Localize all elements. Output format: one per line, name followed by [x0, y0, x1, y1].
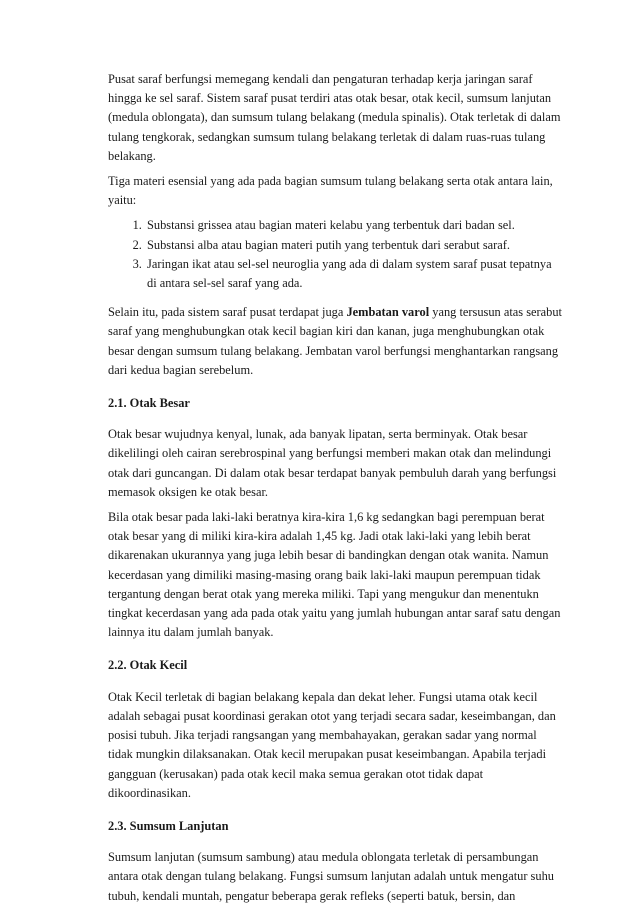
intro-paragraph-3	[108, 303, 563, 380]
document-page	[108, 70, 563, 912]
intro-paragraph-2: Tiga materi esensial yang ada pada bagian sumsum tulang belakang serta otak antara lain, yaitu:	[108, 174, 553, 208]
intro-paragraph-3-end: yang tersusun atas serabut saraf yang menghubungkan otak kecil bagian kiri dan kanan, juga menghubungkan otak besar dengan sumsum tulang belakang. Jembatan varol berfungsi menghantarkan rangsang dari kedua bagian serebelum.	[108, 305, 562, 377]
section-heading-sumsum-lanjutan: 2.3. Sumsum Lanjutan	[108, 818, 229, 833]
otak-besar-paragraph-2: Bila otak besar pada laki-laki beratnya kira-kira 1,6 kg sedangkan bagi perempuan berat otak besar yang di miliki kira-kira adalah 1,45 kg. Jadi otak laki-laki yang lebih berat dikarenakan ukurannya yang juga lebih besar di bandingkan dengan otak wanita. Namun kecerdasan yang dimiliki masing-masing orang baik laki-laki maupun perempuan tidak tergantung dengan berat otak yang mereka miliki. Tapi yang mengukur dan menentukn tingkat kecerdasan yang ada pada otak yaitu yang jumlah hubungan antar saraf satu dengan lainnya itu dalam jumlah banyak.	[108, 510, 561, 640]
jembatan-varol-term: Jembatan varol	[346, 305, 430, 320]
essential-materials-list	[108, 216, 563, 293]
intro-paragraph-1: Pusat saraf berfungsi memegang kendali dan pengaturan terhadap kerja jaringan saraf hingga ke sel saraf. Sistem saraf pusat terdiri atas otak besar, otak kecil, sumsum lanjutan (medula oblongata), dan sumsum tulang belakang (medula spinalis). Otak terletak di dalam tulang tengkorak, sedangkan sumsum tulang belakang terletak di dalam ruas-ruas tulang belakang.	[108, 72, 561, 163]
intro-paragraph-3-start: Selain itu, pada sistem saraf pusat terdapat juga	[108, 305, 347, 320]
list-item: 1. Substansi grissea atau bagian materi kelabu yang terbentuk dari badan sel.	[145, 216, 563, 235]
section-heading-otak-kecil: 2.2. Otak Kecil	[108, 658, 188, 673]
list-item: 2. Substansi alba atau bagian materi putih yang terbentuk dari serabut saraf.	[145, 236, 563, 255]
section-heading-otak-besar: 2.1. Otak Besar	[108, 396, 190, 411]
otak-kecil-paragraph-1: Otak Kecil terletak di bagian belakang kepala dan dekat leher. Fungsi utama otak kecil adalah sebagai pusat koordinasi gerakan otot yang terjadi secara sadar, keseimbangan, dan posisi tubuh. Jika terjadi rangsangan yang membahayakan, gerakan sadar yang normal tidak mungkin dilaksanakan. Otak kecil merupakan pusat keseimbangan. Apabila terjadi gangguan (kerusakan) pada otak kecil maka semua gerakan otot tidak dapat dikoordinasikan.	[108, 689, 556, 800]
list-item: 3. Jaringan ikat atau sel-sel neuroglia yang ada di dalam system saraf pusat tepatnya di antara sel-sel saraf yang ada.	[145, 255, 563, 293]
otak-besar-paragraph-1: Otak besar wujudnya kenyal, lunak, ada banyak lipatan, serta berminyak. Otak besar dikelilingi oleh cairan serebrospinal yang berfungsi memberi makan otak dan melindungi otak dari guncangan. Di dalam otak besar terdapat banyak pembuluh darah yang berfungsi memasok oksigen ke otak besar.	[108, 427, 557, 499]
sumsum-lanjutan-paragraph-1: Sumsum lanjutan (sumsum sambung) atau medula oblongata terletak di persambungan antara otak dengan tulang belakang. Fungsi sumsum lanjutan adalah untuk mengatur suhu tubuh, kendali muntah, pengatur beberapa gerak refleks (seperti batuk, bersin, dan	[108, 850, 554, 903]
